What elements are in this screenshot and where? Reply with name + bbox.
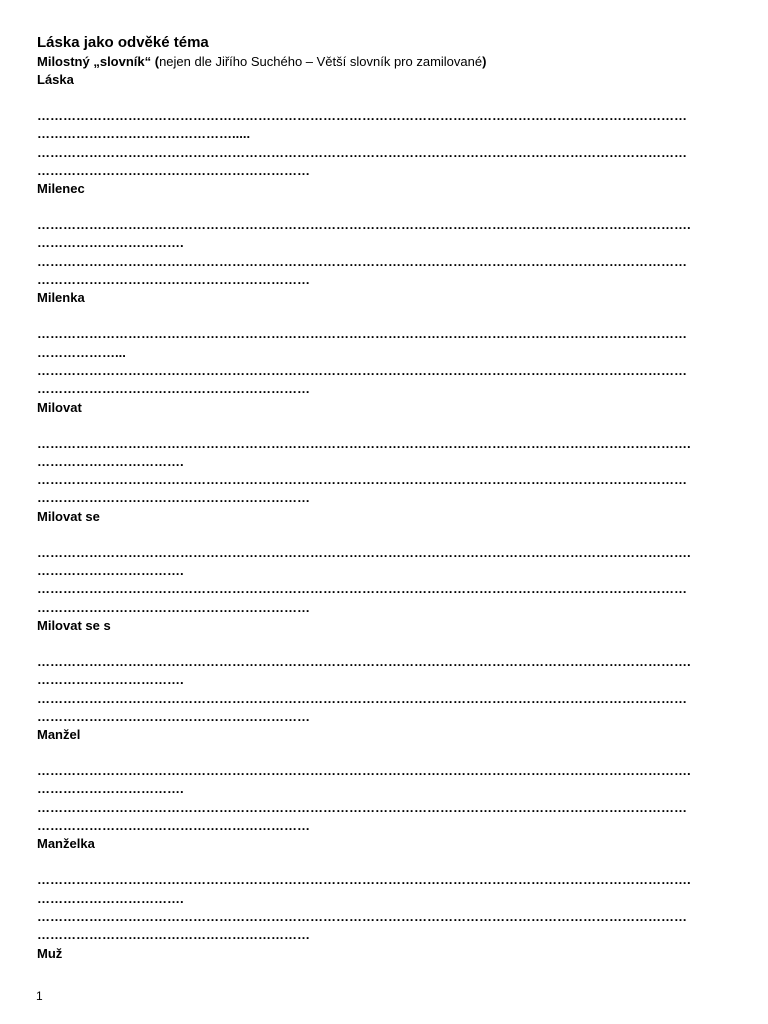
answer-line[interactable]: ……………………………………………………… — [37, 490, 310, 506]
answer-line[interactable]: ……………………………………………………………………………………………………………………………………. — [37, 653, 691, 669]
entry-spacer — [37, 744, 737, 762]
glossary-entry — [37, 508, 737, 617]
entry-spacer — [37, 198, 737, 216]
answer-line[interactable]: ……………………………. — [37, 563, 184, 579]
entry-spacer — [37, 853, 737, 871]
answer-line[interactable]: ……………………………………………………… — [37, 927, 310, 943]
answer-line[interactable]: ……………………………………………………………………………………………………………………………………. — [37, 544, 691, 560]
glossary-entry — [37, 945, 737, 963]
entry-term: Milenka — [37, 290, 85, 306]
answer-line[interactable]: …………………………………………………………………………………………………………………………………… — [37, 472, 687, 488]
entry-term: Milovat — [37, 399, 82, 415]
entry-term: Milenec — [37, 181, 85, 197]
entry-term: Láska — [37, 72, 74, 87]
entry-spacer — [37, 307, 737, 325]
answer-line[interactable]: ……………………………………………………… — [37, 272, 310, 288]
glossary-entries — [37, 71, 737, 963]
answer-line[interactable]: ……………………………………………………… — [37, 599, 310, 615]
answer-line[interactable]: …………………………………………………………………………………………………………………………………… — [37, 253, 687, 269]
entry-term: Milovat se — [37, 508, 100, 524]
glossary-entry — [37, 835, 737, 944]
answer-line[interactable]: ……………………………………………………………………………………………………………………………………. — [37, 763, 691, 779]
answer-line[interactable]: …………………………………………………………………………………………………………………………………… — [37, 799, 687, 815]
glossary-entry — [37, 180, 737, 289]
entry-spacer — [37, 417, 737, 435]
answer-line[interactable]: ……………………………………………………… — [37, 381, 310, 397]
answer-line[interactable]: …………………………………………………………………………………………………………………………………… — [37, 326, 687, 342]
subtitle-source: nejen dle Jiřího Suchého – Větší slovník pro zamilované — [159, 54, 483, 69]
subtitle-bold-end: ) — [482, 54, 487, 69]
entry-spacer — [37, 635, 737, 653]
entry-term: Manželka — [37, 836, 95, 852]
answer-line[interactable]: ……………………………………………………………………………………………………………………………………. — [37, 872, 691, 888]
answer-line[interactable]: …………………………………………………………………………………………………………………………………… — [37, 690, 687, 706]
answer-line[interactable]: …………………………………………………………………………………………………………………………………… — [37, 144, 687, 160]
entry-term: Muž — [37, 945, 63, 961]
answer-line[interactable]: ……………………………. — [37, 781, 184, 797]
glossary-entry — [37, 71, 737, 180]
answer-line[interactable]: …………………………………………………………………………………………………………………………………… — [37, 362, 687, 378]
glossary-entry — [37, 289, 737, 398]
answer-line[interactable]: ……………………………. — [37, 235, 184, 251]
document-subtitle — [37, 52, 737, 71]
answer-line[interactable]: …………………………………………………………………………………………………………………………………… — [37, 108, 687, 123]
document-page — [37, 33, 737, 963]
entry-term: Manžel — [37, 727, 81, 743]
answer-line[interactable]: ……………………………………………………… — [37, 818, 310, 834]
glossary-entry — [37, 399, 737, 508]
entry-spacer — [37, 89, 737, 107]
answer-line[interactable]: …………………………………………………………………………………………………………………………………… — [37, 581, 687, 597]
glossary-entry — [37, 617, 737, 726]
answer-line[interactable]: …………………………………………………………………………………………………………………………………… — [37, 908, 687, 924]
answer-line[interactable]: ……………………………………………………………………………………………………………………………………. — [37, 435, 691, 451]
document-title: Láska jako odvěké téma — [37, 34, 209, 51]
answer-line[interactable]: ………………………………………..... — [37, 126, 251, 142]
page-number: 1 — [36, 989, 43, 1003]
answer-line[interactable]: ……………………………. — [37, 672, 184, 688]
subtitle-bold-start: Milostný „slovník“ ( — [37, 54, 160, 69]
answer-line[interactable]: ……………………………. — [37, 453, 184, 469]
answer-line[interactable]: ……………………………. — [37, 890, 184, 906]
answer-line[interactable]: ……………………………………………………………………………………………………………………………………. — [37, 217, 691, 233]
answer-line[interactable]: ……………………………………………………… — [37, 162, 310, 178]
answer-line[interactable]: ……………………………………………………… — [37, 708, 310, 724]
entry-spacer — [37, 526, 737, 544]
answer-line[interactable]: ………………... — [37, 344, 126, 360]
entry-term: Milovat se s — [37, 617, 111, 633]
glossary-entry — [37, 726, 737, 835]
